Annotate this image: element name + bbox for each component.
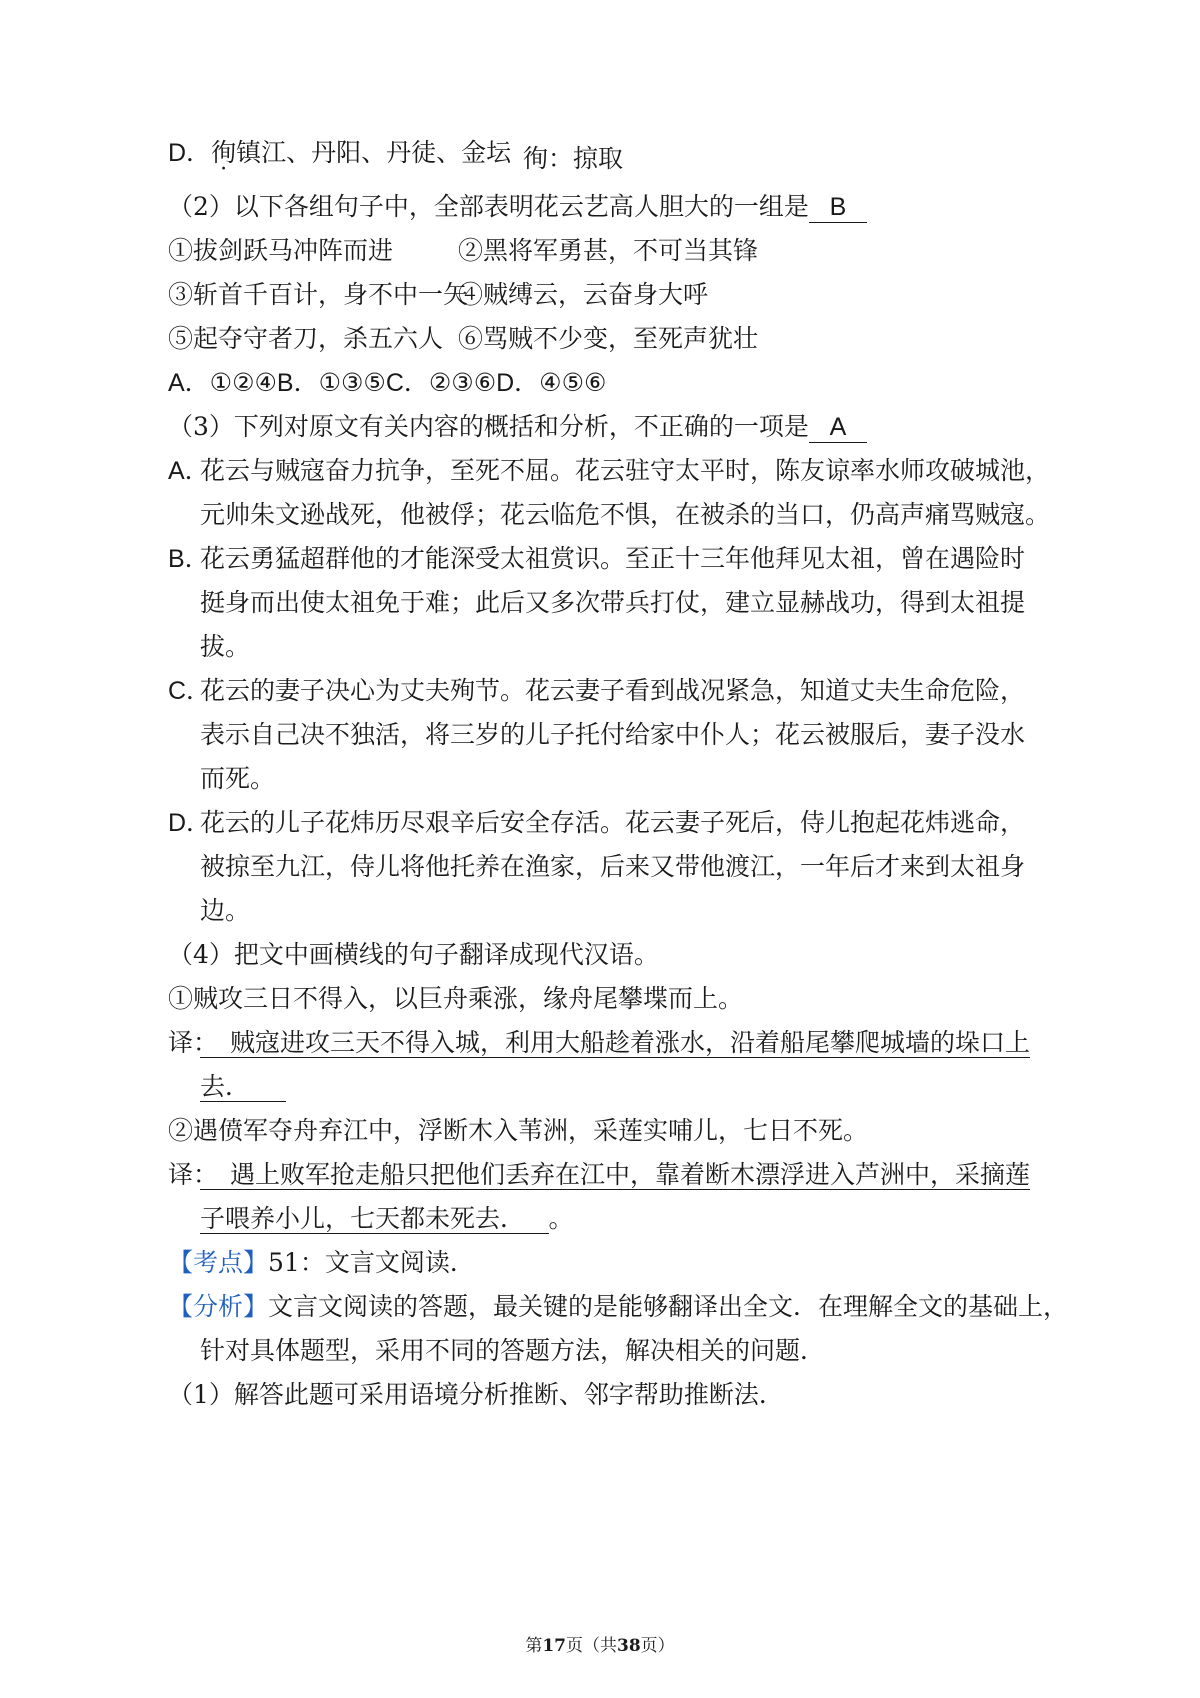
fenxi-line-1: 文言文阅读的答题，最关键的是能够翻译出全文．在理解全文的基础上， (268, 1292, 1069, 1321)
q4-sentence-1: ①贼攻三日不得入，以巨舟乘涨，缘舟尾攀堞而上。 (168, 984, 744, 1013)
sentence-5: ⑤起夺守者刀，杀五六人 (168, 324, 444, 353)
sentence-2: ②黑将军勇甚，不可当其锋 (458, 236, 759, 265)
translation-2-label: 译： (168, 1160, 219, 1189)
option-c-line-1: 花云的妻子决心为丈夫殉节。花云妻子看到战况紧急，知道丈夫生命危险， (200, 676, 1026, 705)
translation-text: 遇上败军抢走船只把他们丢弃在江中，靠着断木漂浮进入芦洲中，采摘莲 (200, 1160, 1030, 1190)
kaodian-tag: 【考点】 (168, 1248, 269, 1277)
question-text: （3）下列对原文有关内容的概括和分析，不正确的一项是 (168, 412, 809, 441)
option-a-line-1: 花云与贼寇奋力抗争，至死不屈。花云驻守太平时，陈友谅率水师攻破城池， (200, 456, 1051, 485)
fenxi-line-2: 针对具体题型，采用不同的答题方法，解决相关的问题． (200, 1336, 826, 1365)
question-text: （2）以下各组句子中，全部表明花云艺高人胆大的一组是 (168, 192, 809, 221)
emphasized-char: 徇 (211, 138, 237, 167)
option-b-line-1: 花云勇猛超群他的才能深受太祖赏识。至正十三年他拜见太祖，曾在遇险时 (200, 544, 1026, 573)
translation-end: 。 (548, 1204, 574, 1233)
answer-blank: B (809, 192, 867, 223)
answer-blank: A (809, 412, 867, 443)
footer-text: 页（共 (566, 1636, 617, 1656)
sentence-3: ③斩首千百计，身不中一矢 (168, 280, 469, 309)
translation-1-line-1 (200, 1028, 1030, 1058)
option-c-line-2: 表示自己决不独活，将三岁的儿子托付给家中仆人；花云被服后，妻子没水 (200, 720, 1026, 749)
footer-text: 页） (640, 1636, 675, 1656)
option-a-label: A． (168, 457, 210, 485)
sentence-1: ①拔剑跃马冲阵而进 (168, 236, 394, 265)
q2-stem (168, 192, 867, 223)
kaodian (168, 1248, 475, 1278)
fenxi-tag: 【分析】 (168, 1292, 269, 1321)
translation-1-label: 译： (168, 1028, 219, 1057)
sentence-4: ④贼缚云，云奋身大呼 (458, 280, 709, 309)
solution-1: （1）解答此题可采用语境分析推断、邻字帮助推断法． (168, 1380, 784, 1409)
option-b-line-3: 拔。 (200, 632, 251, 661)
page-footer (0, 1631, 1200, 1656)
option-a-line-2: 元帅朱文逊战死，他被俘；花云临危不惧，在被杀的当口，仍高声痛骂贼寇。 (200, 500, 1051, 529)
translation-text: 子喂养小儿，七天都未死去． (200, 1204, 549, 1234)
page-total: 38 (617, 1636, 641, 1656)
translation-text: 去． (200, 1072, 286, 1102)
footer-text: 第 (525, 1636, 543, 1656)
translation-2-line-1 (200, 1160, 1030, 1190)
q3-stem (168, 412, 867, 443)
sentence-6: ⑥骂贼不少变，至死声犹壮 (458, 324, 759, 353)
fenxi (168, 1292, 1068, 1322)
q4-stem: （4）把文中画横线的句子翻译成现代汉语。 (168, 940, 659, 969)
option-d-line-3: 边。 (200, 896, 251, 925)
translation-2-line-2 (200, 1204, 574, 1234)
option-label: D． (168, 139, 212, 167)
q1-option-d (168, 138, 624, 173)
option-b-line-2: 挺身而出使太祖免于难；此后又多次带兵打仗，建立显赫战功，得到太祖提 (200, 588, 1026, 617)
q2-options: A．①②④B．①③⑤C．②③⑥D．④⑤⑥ (168, 369, 607, 397)
option-c-line-3: 而死。 (200, 764, 276, 793)
translation-1-line-2 (200, 1072, 286, 1102)
option-text: 镇江、丹阳、丹徒、金坛 (236, 138, 512, 167)
translation-text: 贼寇进攻三天不得入城，利用大船趁着涨水，沿着船尾攀爬城墙的垛口上 (200, 1028, 1030, 1058)
q4-sentence-2: ②遇偾军夺舟弃江中，浮断木入苇洲，采莲实哺儿，七日不死。 (168, 1116, 869, 1145)
page-number: 17 (542, 1636, 566, 1656)
gloss: 徇：掠取 (523, 144, 624, 173)
option-d-line-1: 花云的儿子花炜历尽艰辛后安全存活。花云妻子死后，侍儿抱起花炜逃命， (200, 808, 1026, 837)
option-b-label: B． (168, 545, 210, 573)
option-d-label: D． (168, 809, 212, 837)
option-c-label: C． (168, 677, 212, 705)
option-d-line-2: 被掠至九江，侍儿将他托养在渔家，后来又带他渡江，一年后才来到太祖身 (200, 852, 1026, 881)
kaodian-text: 51：文言文阅读． (268, 1248, 475, 1277)
